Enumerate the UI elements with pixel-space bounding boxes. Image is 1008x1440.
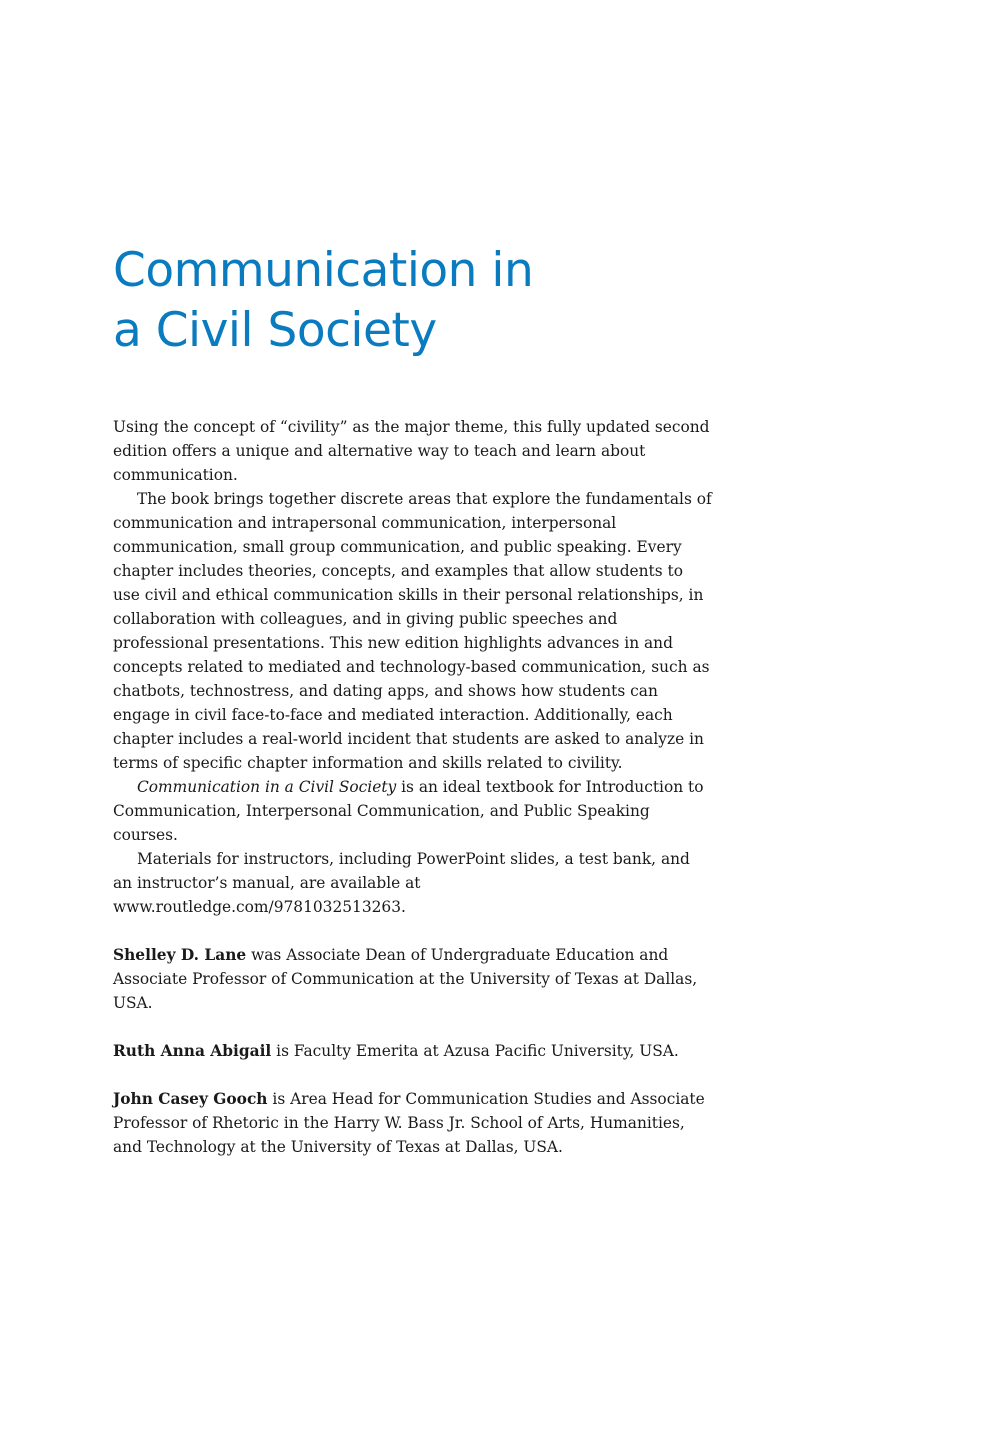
description-paragraph-3-text: is an ideal textbook for Introduction to Communication, Interpersonal Communication, and Public Speaking courses. bbox=[113, 778, 704, 844]
author-bio bbox=[113, 1039, 713, 1063]
description-paragraph-3 bbox=[113, 775, 713, 847]
author-bio bbox=[113, 1087, 713, 1159]
author-name: Shelley D. Lane bbox=[113, 946, 247, 964]
author-bios bbox=[113, 943, 713, 1183]
author-bio-text: is Area Head for Communication Studies and Associate Professor of Rhetoric in the Harry W. Bass Jr. School of Arts, Humanities, and Technology at the University of Texas at Dallas, USA. bbox=[113, 1090, 705, 1156]
book-description bbox=[113, 415, 713, 919]
book-title-line-1: Communication in bbox=[113, 243, 534, 298]
book-title bbox=[113, 241, 713, 361]
author-name: Ruth Anna Abigail bbox=[113, 1042, 272, 1060]
author-bio-text: is Faculty Emerita at Azusa Pacific University, USA. bbox=[271, 1042, 679, 1060]
description-paragraph-2: The book brings together discrete areas that explore the fundamentals of communication and intrapersonal communication, interpersonal communication, small group communication, and public speaking. Every chapter includes theories, concepts, and examples that allow students to use civil and ethical communication skills in their personal relationships, in collaboration with colleagues, and in giving public speeches and professional presentations. This new edition highlights advances in and concepts related to mediated and technology-based communication, such as chatbots, technostress, and dating apps, and shows how students can engage in civil face-to-face and mediated interaction. Additionally, each chapter includes a real-world incident that students are asked to analyze in terms of specific chapter information and skills related to civility. bbox=[113, 490, 712, 772]
author-name: John Casey Gooch bbox=[113, 1090, 268, 1108]
description-paragraph-4: Materials for instructors, including PowerPoint slides, a test bank, and an instructor’s manual, are available at www.routledge.com/9781032513263. bbox=[113, 850, 690, 916]
book-title-italic: Communication in a Civil Society bbox=[137, 778, 397, 796]
book-title-line-2: a Civil Society bbox=[113, 303, 437, 358]
author-bio bbox=[113, 943, 713, 1015]
author-bio-text: was Associate Dean of Undergraduate Education and Associate Professor of Communication at the University of Texas at Dallas, USA. bbox=[113, 946, 698, 1012]
description-paragraph-1: Using the concept of “civility” as the major theme, this fully updated second edition offers a unique and alternative way to teach and learn about communication. bbox=[113, 418, 710, 484]
